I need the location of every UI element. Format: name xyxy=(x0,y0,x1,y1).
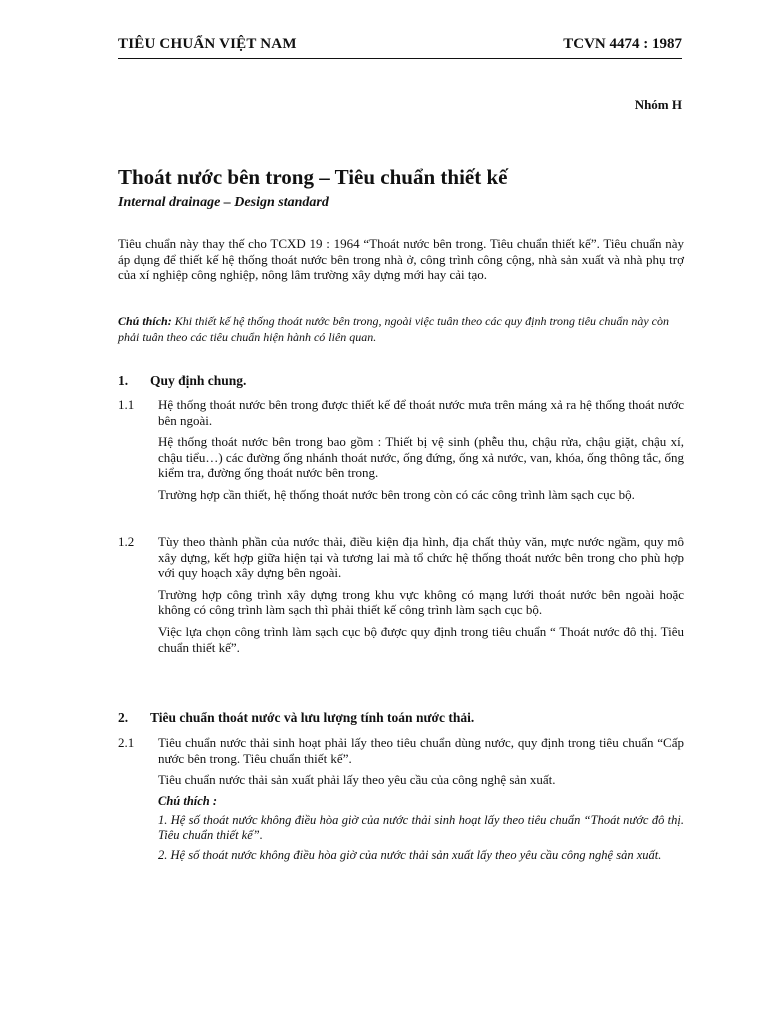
intro-paragraph: Tiêu chuẩn này thay thế cho TCXD 19 : 1964 “Thoát nước bên trong. Tiêu chuẩn thiết kế”. Tiêu chuẩn này áp dụng để thiết kế hệ thống thoát nước bên trong nhà ở, công trình công cộng, nhà sản xuất và nhà phụ trợ của xí nghiệp công nghiệp, nông lâm trường xây dựng mới hay cải tạo. xyxy=(118,236,684,283)
clause-number: 1.1 xyxy=(118,397,135,412)
clause-number: 2.1 xyxy=(118,735,135,750)
header-standard-name: TIÊU CHUẨN VIỆT NAM xyxy=(118,36,297,52)
clause-1-1 xyxy=(118,397,684,509)
note-item: 2. Hệ số thoát nước không điều hòa giờ của nước thải sản xuất lấy theo yêu cầu công nghệ sản xuất. xyxy=(158,848,662,863)
section-heading-2 xyxy=(118,710,474,726)
note-text: Khi thiết kế hệ thống thoát nước bên trong, ngoài việc tuân theo các quy định trong tiêu chuẩn này còn phải tuân theo các tiêu chuẩn hiện hành có liên quan. xyxy=(118,314,669,344)
document-title: Thoát nước bên trong – Tiêu chuẩn thiết kế xyxy=(118,165,508,189)
clause-paragraph: Trường hợp cần thiết, hệ thống thoát nước bên trong còn có các công trình làm sạch cục bộ. xyxy=(158,486,635,502)
header-standard-code: TCVN 4474 : 1987 xyxy=(563,36,682,52)
clause-paragraph: Việc lựa chọn công trình làm sạch cục bộ được quy định trong tiêu chuẩn “ Thoát nước đô thị. Tiêu chuẩn thiết kế”. xyxy=(158,623,684,655)
section-number: 1. xyxy=(118,373,129,388)
note-heading: Chú thích : xyxy=(158,793,218,808)
clause-paragraph: Tùy theo thành phần của nước thải, điều kiện địa hình, địa chất thủy văn, mực nước ngầm, quy mô xây dựng, kết hợp giữa hiện tại và tương lai mà tổ chức hệ thống thoát nước bên trong cho phù hợp với quy hoạch xây dựng bên ngoài. xyxy=(158,534,684,581)
clause-paragraph: Tiêu chuẩn nước thải sinh hoạt phải lấy theo tiêu chuẩn dùng nước, quy định trong tiêu chuẩn “Cấp nước bên trong. Tiêu chuẩn thiết kế”. xyxy=(158,735,684,766)
note-label: Chú thích: xyxy=(118,314,172,328)
page-header xyxy=(118,36,682,59)
section-number: 2. xyxy=(118,710,129,725)
note-item: 1. Hệ số thoát nước không điều hòa giờ của nước thải sinh hoạt lấy theo tiêu chuẩn “Thoát nước đô thị. Tiêu chuẩn thiết kế”. xyxy=(158,813,684,843)
intro-note xyxy=(118,313,684,345)
section-title: Tiêu chuẩn thoát nước và lưu lượng tính toán nước thải. xyxy=(150,710,475,725)
clause-paragraph: Hệ thống thoát nước bên trong được thiết kế để thoát nước mưa trên máng xả ra hệ thống thoát nước bên ngoài. xyxy=(158,397,684,428)
section-heading-1 xyxy=(118,373,246,389)
clause-paragraph: Hệ thống thoát nước bên trong bao gồm : Thiết bị vệ sinh (phễu thu, chậu rửa, chậu giặt, chậu xí, chậu tiểu…) các đường ống nhánh thoát nước, ống đứng, ống xả nước, van, khóa, ống thông tắc, ống kiểm tra, đường ống thoát nước bên trong. xyxy=(158,434,684,481)
group-label: Nhóm H xyxy=(634,97,682,112)
clause-paragraph: Tiêu chuẩn nước thải sản xuất phải lấy theo yêu cầu của công nghệ sản xuất. xyxy=(158,772,556,788)
clause-2-1 xyxy=(118,735,684,868)
clause-1-2 xyxy=(118,534,684,661)
document-subtitle: Internal drainage – Design standard xyxy=(118,195,329,210)
clause-paragraph: Trường hợp công trình xây dựng trong khu vực không có mạng lưới thoát nước bên ngoài hoặc không có công trình làm sạch thì phải thiết kế công trình làm sạch cục bộ. xyxy=(158,586,684,618)
section-title: Quy định chung. xyxy=(150,373,247,388)
clause-number: 1.2 xyxy=(118,534,135,549)
